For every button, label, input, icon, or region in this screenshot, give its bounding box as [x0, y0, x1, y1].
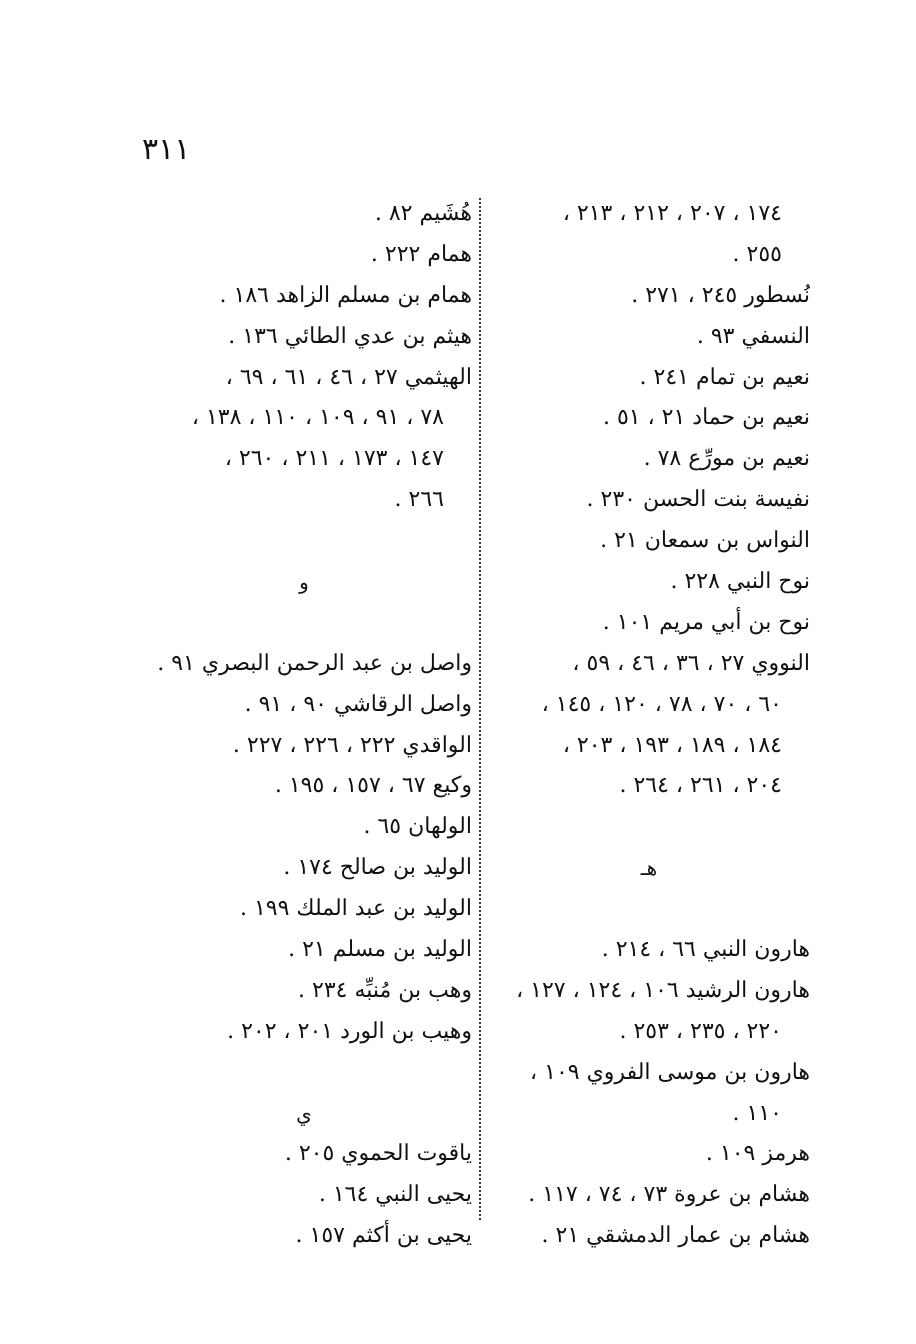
- index-entry: يحيى النبي ١٦٤ .: [318, 1182, 472, 1208]
- index-entry: هيثم بن عدي الطائي ١٣٦ .: [228, 323, 472, 349]
- index-entry: نفيسة بنت الحسن ٢٣٠ .: [586, 487, 810, 513]
- blank-line: [488, 889, 810, 930]
- index-entry: همام ٢٢٢ .: [370, 241, 472, 267]
- index-entry: وهب بن مُنبِّه ٢٣٤ .: [298, 977, 472, 1003]
- index-entry-continuation: ١٨٤ ، ١٨٩ ، ١٩٣ ، ٢٠٣ ،: [562, 732, 782, 758]
- index-entry: النواس بن سمعان ٢١ .: [600, 528, 810, 554]
- index-entry: هارون الرشيد ١٠٦ ، ١٢٤ ، ١٢٧ ،: [516, 977, 810, 1003]
- section-letter: ي: [296, 1101, 312, 1126]
- index-entry: نعيم بن تمام ٢٤١ .: [639, 364, 810, 390]
- index-entry: واصل بن عبد الرحمن البصري ٩١ .: [157, 650, 472, 676]
- index-entry: الواقدي ٢٢٢ ، ٢٢٦ ، ٢٢٧ .: [232, 732, 472, 758]
- index-entry: الهيثمي ٢٧ ، ٤٦ ، ٦١ ، ٦٩ ،: [225, 364, 472, 390]
- index-entry-continuation: ١١٠ .: [732, 1100, 782, 1126]
- index-entry: نوح النبي ٢٢٨ .: [670, 569, 810, 595]
- index-entry: هرمز ١٠٩ .: [705, 1141, 810, 1167]
- index-entry: هشام بن عروة ٧٣ ، ٧٤ ، ١١٧ .: [528, 1182, 810, 1208]
- blank-line: [136, 603, 472, 644]
- index-list-left: [136, 194, 472, 1257]
- index-entry: وكيع ٦٧ ، ١٥٧ ، ١٩٥ .: [274, 773, 472, 799]
- index-entry-continuation: ٢٢٠ ، ٢٣٥ ، ٢٥٣ .: [619, 1018, 782, 1044]
- page-number: ٣١١: [142, 132, 191, 167]
- index-entry-continuation: ٦٠ ، ٧٠ ، ٧٨ ، ١٢٠ ، ١٤٥ ،: [541, 691, 782, 717]
- index-entry-continuation: ٢٥٥ .: [732, 241, 782, 267]
- index-column-left: [136, 194, 472, 1257]
- index-entry: الولهان ٦٥ .: [363, 814, 472, 840]
- index-entry: النووي ٢٧ ، ٣٦ ، ٤٦ ، ٥٩ ،: [572, 650, 810, 676]
- index-entry: ياقوت الحموي ٢٠٥ .: [284, 1141, 472, 1167]
- index-entry-continuation: ٢٦٦ .: [394, 487, 444, 513]
- index-entry: الوليد بن عبد الملك ١٩٩ .: [239, 896, 472, 922]
- index-entry-continuation: ١٧٤ ، ٢٠٧ ، ٢١٢ ، ٢١٣ ،: [562, 201, 782, 226]
- index-entry: يحيى بن أكثم ١٥٧ .: [295, 1223, 472, 1249]
- index-entry: النسفي ٩٣ .: [696, 323, 810, 349]
- blank-line: [488, 807, 810, 848]
- index-entry: نوح بن أبي مريم ١٠١ .: [602, 609, 810, 635]
- section-letter: و: [299, 570, 309, 595]
- index-column-right: [488, 194, 810, 1257]
- index-entry: الوليد بن مسلم ٢١ .: [288, 937, 472, 963]
- index-entry: هشام بن عمار الدمشقي ٢١ .: [541, 1223, 810, 1249]
- index-entry: همام بن مسلم الزاهد ١٨٦ .: [219, 282, 472, 308]
- index-entry: الوليد بن صالح ١٧٤ .: [283, 855, 472, 881]
- index-entry: نعيم بن مورِّع ٧٨ .: [643, 446, 810, 472]
- index-list-right: [488, 194, 810, 1257]
- index-entry: هُشَيم ٨٢ .: [374, 201, 472, 226]
- column-divider: [479, 198, 481, 1220]
- index-entry: نُسطور ٢٤٥ ، ٢٧١ .: [631, 282, 810, 308]
- index-entry: واصل الرقاشي ٩٠ ، ٩١ .: [244, 691, 472, 717]
- index-entry: هارون النبي ٦٦ ، ٢١٤ .: [601, 937, 810, 963]
- index-entry: نعيم بن حماد ٢١ ، ٥١ .: [602, 405, 810, 431]
- index-entry-continuation: ٧٨ ، ٩١ ، ١٠٩ ، ١١٠ ، ١٣٨ ،: [191, 405, 444, 431]
- blank-line: [136, 521, 472, 562]
- index-entry-continuation: ١٤٧ ، ١٧٣ ، ٢١١ ، ٢٦٠ ،: [224, 446, 444, 472]
- index-entry: هارون بن موسى الفروي ١٠٩ ،: [530, 1059, 810, 1085]
- section-letter: هـ: [640, 856, 658, 881]
- blank-line: [136, 1053, 472, 1094]
- index-entry: وهيب بن الورد ٢٠١ ، ٢٠٢ .: [227, 1018, 472, 1044]
- index-entry-continuation: ٢٠٤ ، ٢٦١ ، ٢٦٤ .: [619, 773, 782, 799]
